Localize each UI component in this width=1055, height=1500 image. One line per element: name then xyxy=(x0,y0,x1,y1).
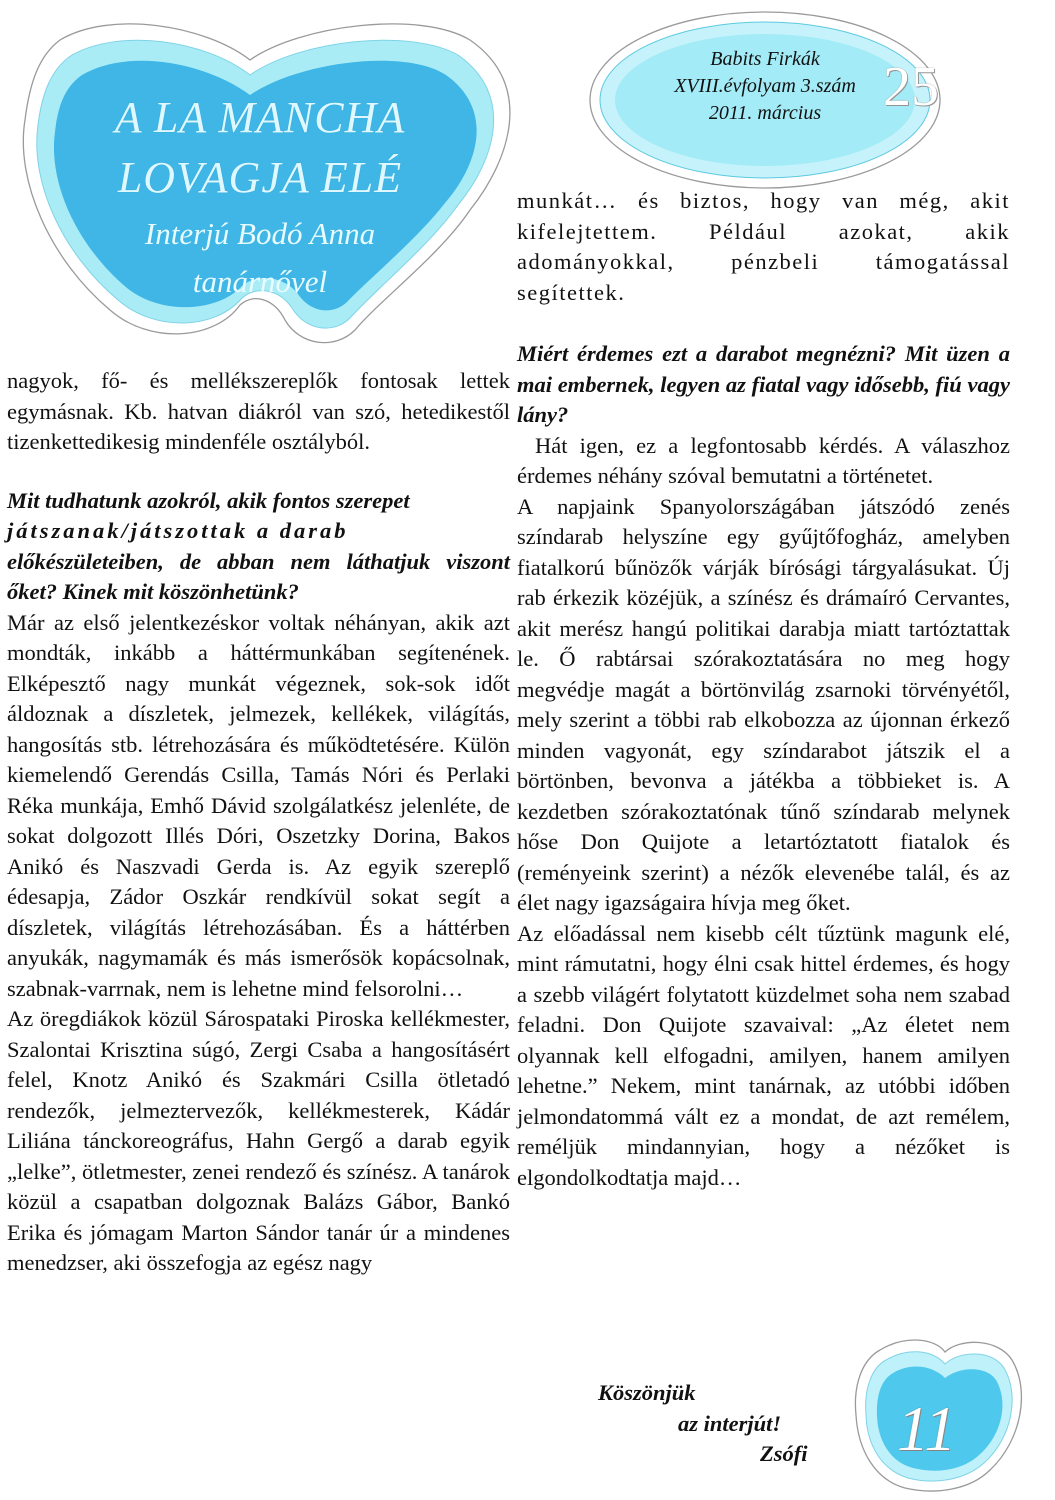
answer-1-paragraph: Már az első jelentkezéskor voltak néhányan, akik azt mondták, inkább a háttérmunkában segítenének. Elképesztő nagy munkát végeznek, sok-sok időt áldoznak a díszletek, jelmezek, kellékek, világítás, hangosítás stb. létrehozására és működtetésére. Külön kiemelendő Gerendás Csilla, Tamás Nóri és Perlaki Réka munkája, Emhő Dávid szolgálatkész jelenléte, de sokat dolgozott Illés Dóri, Oszetzky Dorina, Bakos Anikó és Naszvadi Gerda is. Az egyik szereplő édesapja, Zádor Oszkár rendkívül sokat segít a díszletek, világítás létrehozásában. És a háttérben anyukák, nagymamák és más ismerősök kopácsolnak, szabnak-varrnak, nem is lehetne mind felsorolni… xyxy=(7,609,510,1001)
masthead-volume: XVIII.évfolyam 3.szám xyxy=(674,75,856,97)
signature-block xyxy=(520,1378,808,1470)
goal-paragraph: Az előadással nem kisebb célt tűztünk magunk elé, mint rámutatni, hogy élni csak hittel érdemes, és hogy a szebb világért folytatott küzdelmet soha nem szabad feladni. Don Quijote szavaival: „Az életet nem olyannak kell elfogadni, amilyen, hanem amilyen lehetne.” Nekem, mint tanárnak, az utóbbi időben jelmondatommá vált ez a mondat, de azt remélem, reméljük mindannyian, hogy a nézőket is elgondolkodtatja majd… xyxy=(517,920,1010,1190)
masthead xyxy=(625,46,905,127)
masthead-title: Babits Firkák xyxy=(710,48,820,70)
paragraph-intro: nagyok, fő- és mellékszereplők fontosak lettek egymásnak. Kb. hatvan diákról van szó, hetedikestől tizenkettedikesig mindenféle osztályból. xyxy=(7,368,510,454)
sign-interview: az interjút! xyxy=(678,1410,782,1436)
question-1-line-b: játszanak/játszottak a darab xyxy=(7,518,349,543)
title-line-1: A LA MANCHA xyxy=(114,93,406,142)
answer-2-paragraph: Hát igen, ez a legfontosabb kérdés. A válaszhoz érdemes néhány szóval bemutatni a történetet. xyxy=(517,432,1010,488)
left-column xyxy=(7,366,510,1279)
answer-1-paragraph-2: Az öregdiákok közül Sárospataki Piroska kellékmester, Szalontai Krisztina súgó, Zergi Csaba a hangosításért felel, Knotz Anikó és Szakmári Csilla ötletadó rendezők, jelmeztervezők, kellékmesterek, Kádár Liliána tánckoreográfus, Hahn Gergő a darab egyik „lelke”, ötletmester, zenei rendező és színész. A tanárok közül a csapatban dolgoznak Balázs Gábor, Bankó Erika és jómagam Marton Sándor tanár úr a mindenes menedzser, aki összefogja az egész nagy xyxy=(7,1006,510,1275)
question-1-line-c: előkészületeiben, de abban nem láthatjuk viszont őket? Kinek mit köszönhetünk? xyxy=(7,548,510,604)
question-2: Miért érdemes ezt a darabot megnézni? Mit üzen a mai embernek, legyen az fiatal vagy idősebb, fiú vagy lány? xyxy=(517,341,1010,427)
article-title xyxy=(40,88,480,304)
question-1-line-a: Mit tudhatunk azokról, akik fontos szerepet xyxy=(7,487,410,513)
subtitle-line-1: Interjú Bodó Anna xyxy=(144,216,376,251)
sign-thanks: Köszönjük xyxy=(598,1380,696,1405)
subtitle-line-2: tanárnővel xyxy=(192,264,328,299)
title-line-2: LOVAGJA ELÉ xyxy=(117,153,403,202)
story-paragraph: A napjaink Spanyolországában játszódó zenés színdarab helyszíne egy gyűjtőfogház, amelyben fiatalkorú bűnözők várják bírósági tárgyalásukat. Új rab érkezik közéjük, a színész és drámaíró Cervantes, akit merész hangú politikai darabja miatt tartóztattak le. Ő rabtársai szórakoztatására no meg hogy megvédje magát a börtönvilág zsarnoki törvényétől, mely szerint a többi rab elkobozza az újonnan érkező minden vagyonát, egy színdarabot játszik el a börtönben, bevonva a játékba a többieket is. A kezdetben szórakoztatónak tűnő színdarab melynek hőse Don Quijote a letartóztatott fiatalok és (reményeink szerint) a nézők elevenébe talál, és az élet nagy igazságaira hívja meg őket. xyxy=(517,493,1010,915)
right-column xyxy=(517,339,1010,1193)
sign-author: Zsófi xyxy=(760,1441,808,1466)
paragraph-continued: munkát… és biztos, hogy van még, akit kifelejtettem. Például azokat, akik adományokkal, pénzbeli támogatással segítettek. xyxy=(517,188,1010,305)
page-number: 11 xyxy=(897,1393,957,1464)
issue-number: 25 xyxy=(883,56,939,118)
right-column-top xyxy=(517,186,1010,308)
masthead-date: 2011. március xyxy=(708,102,822,124)
